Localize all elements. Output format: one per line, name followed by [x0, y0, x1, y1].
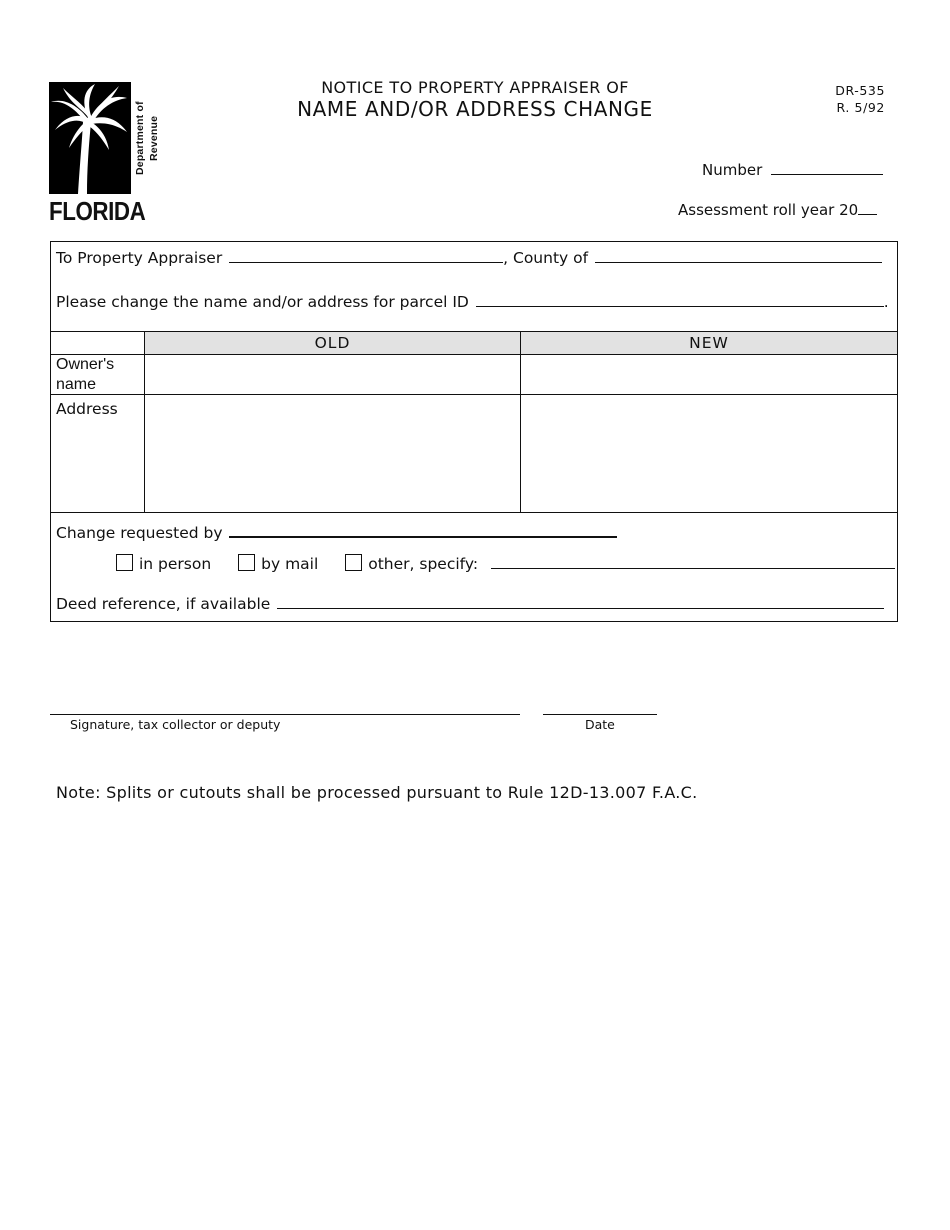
column-header-new: NEW	[521, 332, 897, 354]
new-address-cell[interactable]	[522, 395, 896, 511]
number-row	[702, 161, 883, 179]
signature-label: Signature, tax collector or deputy	[70, 717, 281, 732]
owner-label-line1: Owner's	[56, 356, 115, 373]
owner-name-label	[56, 355, 114, 395]
in-person-label: in person	[139, 555, 212, 573]
owner-label-line2: name	[56, 376, 97, 393]
form-number-block	[835, 82, 885, 116]
logo-florida-wordmark: FLORIDA	[49, 196, 146, 226]
signature-line[interactable]	[50, 714, 520, 715]
logo-department-text: Department of Revenue	[134, 101, 160, 175]
county-label: , County of	[503, 249, 589, 267]
options-row	[116, 554, 895, 573]
palm-tree-icon	[49, 82, 131, 194]
change-requested-label: Change requested by	[56, 524, 223, 542]
roll-year-row	[678, 201, 877, 219]
parcel-id-field[interactable]	[476, 306, 884, 307]
roll-year-label: Assessment roll year 20	[678, 201, 859, 219]
other-specify-field[interactable]	[491, 568, 895, 569]
label-column-divider	[144, 331, 145, 512]
appraiser-name-field[interactable]	[229, 262, 503, 263]
date-label: Date	[585, 717, 615, 732]
main-form-box	[50, 241, 898, 622]
deed-field[interactable]	[277, 608, 884, 609]
form-title-line2: NAME AND/OR ADDRESS CHANGE	[297, 97, 653, 121]
roll-year-field[interactable]	[858, 214, 877, 215]
old-address-cell[interactable]	[146, 395, 519, 511]
number-field[interactable]	[771, 174, 883, 175]
to-appraiser-row	[56, 249, 882, 267]
form-title-line1: NOTICE TO PROPERTY APPRAISER OF	[321, 78, 629, 97]
form-number: DR-535	[835, 83, 885, 98]
change-requested-field[interactable]	[229, 536, 617, 538]
to-appraiser-label: To Property Appraiser	[56, 249, 223, 267]
deed-row	[56, 595, 884, 613]
number-label: Number	[702, 161, 763, 179]
note-text: Note: Splits or cutouts shall be processed pursuant to Rule 12D-13.007 F.A.C.	[56, 783, 698, 802]
old-owner-name-cell[interactable]	[146, 355, 519, 393]
by-mail-label: by mail	[261, 555, 319, 573]
other-label: other, specify:	[368, 555, 479, 573]
parcel-row	[56, 293, 889, 311]
by-mail-checkbox[interactable]	[238, 554, 255, 571]
deed-label: Deed reference, if available	[56, 595, 271, 613]
form-revision: R. 5/92	[836, 100, 885, 115]
date-line[interactable]	[543, 714, 657, 715]
table-bottom-divider	[51, 512, 897, 513]
new-owner-name-cell[interactable]	[522, 355, 896, 393]
parcel-label: Please change the name and/or address for parcel ID	[56, 293, 469, 311]
in-person-checkbox[interactable]	[116, 554, 133, 571]
column-header-old: OLD	[145, 332, 520, 354]
parcel-period: .	[883, 293, 889, 311]
florida-logo-palm-tree	[49, 82, 131, 194]
other-checkbox[interactable]	[345, 554, 362, 571]
old-new-divider	[520, 331, 521, 512]
change-requested-row	[56, 524, 617, 542]
address-label: Address	[56, 400, 118, 418]
county-field[interactable]	[595, 262, 882, 263]
